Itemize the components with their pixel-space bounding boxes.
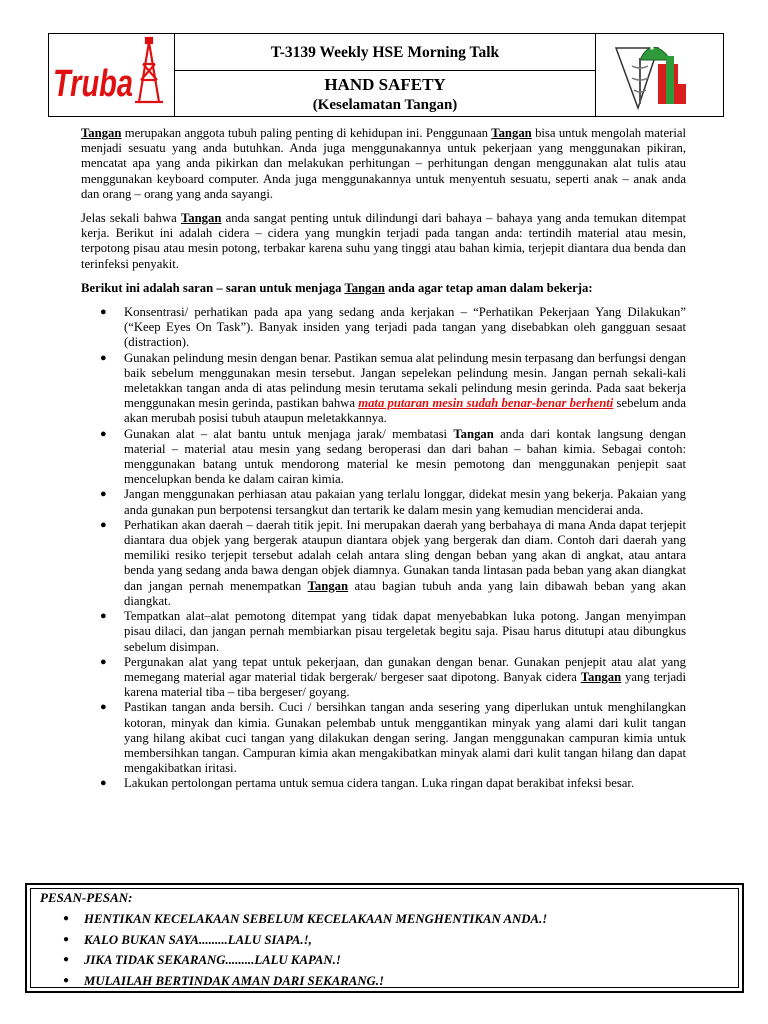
tip-text: Tempatkan alat–alat pemotong ditempat yang tidak dapat menyebabkan luka potong. Jangan menyimpan pisau dilaci, dan jangan pernah membiarkan pisau tergeletak begitu saja. Pisau harus ditutupi atau dibungkus sebelum disimpan. <box>124 609 686 654</box>
company-logo <box>49 34 173 114</box>
intro-paragraph-1 <box>81 126 686 202</box>
tip-text: Jangan menggunakan perhiasan atau pakaian yang terlalu longgar, didekat mesin yang bekerja. Pakaian yang anda gunakan pun berpotensi tersangkut dan tertarik ke dalam mesin yang kemudian menciderai anda. <box>124 487 686 517</box>
bullet-icon: ● <box>100 306 107 319</box>
tip-text: anda dari kontak langsung dengan material – material atau mesin yang sedang beroperasi dan dari bahan – bahan kimia. Sebagai contoh: menggunakan batang untuk mendorong material ke mesin pemotong dan menggunakan penjepit saat mencelupkan benda ke dalam cairan kimia. <box>124 426 686 487</box>
bullet-icon: ● <box>100 701 107 714</box>
list-item <box>81 427 686 488</box>
keyword-tangan: Tangan <box>580 669 622 684</box>
list-item <box>81 609 686 655</box>
messages-title: PESAN-PESAN: <box>40 890 133 905</box>
tip-text: Pastikan tangan anda bersih. Cuci / bersihkan tangan anda sesering yang diperlukan untuk menghilangkan kotoran, minyak dan kimia. Gunakan pelembab untuk menggantikan minyak yang alami dari kulit tangan yang hilang akibat cuci tangan yang dilakukan dengan sering. Jangan menggunakan campuran kimia untuk membersihkan tangan. Campuran kimia akan mengakibatkan minyak alami dari kulit tangan hilang dan dapat mengakibatkan iritasi. <box>124 700 686 776</box>
warning-highlight: mata putaran mesin sudah benar-benar berhenti <box>358 396 614 411</box>
list-item <box>81 776 686 791</box>
list-item <box>81 351 686 427</box>
message-item <box>63 950 547 971</box>
tip-text: Gunakan pelindung mesin dengan benar. Pastikan semua alat pelindung mesin terpasang dan berfungsi dengan baik sebelum menggunakan mesin tersebut. Jangan sepelekan pelindung mesin. Jangan pernah sekali-kali meletakkan tangan anda di atas pelindung mesin terutama sekali pelindung mesin gerinda. Pada saat bekerja menggunakan mesin gerinda, pastikan bahwa <box>124 350 686 411</box>
messages-list <box>63 909 547 991</box>
bullet-icon: ● <box>100 427 107 440</box>
message-text: MULAILAH BERTINDAK AMAN DARI SEKARANG.! <box>84 973 384 988</box>
logo-text: Truba <box>53 63 133 105</box>
list-item <box>81 518 686 609</box>
bullet-icon: ● <box>63 954 70 965</box>
bullet-icon: ● <box>100 610 107 623</box>
keyword-tangan: Tangan <box>81 126 122 140</box>
page-title: HAND SAFETY <box>324 75 446 94</box>
keyword-tangan: Tangan <box>344 280 385 295</box>
list-item <box>81 487 686 517</box>
tips-lead-heading <box>81 281 686 296</box>
paragraph-text: anda sangat penting untuk dilindungi dari bahaya – bahaya yang anda temukan ditempat kerja. Berikut ini adalah cidera – cidera yang mungkin terjadi pada tangan anda: tertindih material atau mesin, terpotong pisau atau mesin potong, terbakar karena suhu yang tinggi atau bahan kimia, terjepit diantara dua benda dan terinfeksi penyakit. <box>81 211 686 271</box>
keyword-tangan: Tangan <box>491 126 532 140</box>
article-body <box>81 126 686 792</box>
page-subtitle: (Keselamatan Tangan) <box>312 97 458 113</box>
lead-text: anda agar tetap aman dalam bekerja: <box>384 280 593 295</box>
tip-text: Gunakan alat – alat bantu untuk menjaga jarak/ membatasi <box>124 426 454 441</box>
tip-text: atau bagian tubuh anda yang lain dibawah beban yang akan diangkat. <box>124 578 686 608</box>
hse-emblem-icon <box>596 34 722 114</box>
intro-paragraph-2 <box>81 211 686 272</box>
paragraph-text: Jelas sekali bahwa <box>81 211 181 226</box>
message-item <box>63 930 547 951</box>
bullet-icon: ● <box>100 351 107 364</box>
oil-derrick-icon <box>135 38 163 102</box>
bullet-icon: ● <box>63 974 70 986</box>
doc-code-title: T-3139 Weekly HSE Morning Talk <box>175 34 595 71</box>
lead-text: Berikut ini adalah saran – saran untuk menjaga <box>81 280 345 295</box>
hse-emblem-cell <box>595 34 723 116</box>
safety-tips-list <box>81 305 686 792</box>
messages-box <box>25 883 744 993</box>
message-text: KALO BUKAN SAYA.........LALU SIAPA.!, <box>84 932 312 947</box>
title-cell <box>175 71 595 116</box>
tip-text: sebelum anda akan merubah posisi tubuh ataupun meletakkannya. <box>124 396 687 426</box>
tip-text: Pergunakan alat yang tepat untuk pekerjaan, dan gunakan dengan benar. Gunakan penjepit atau alat yang memegang material agar material tidak bergerak/ bergeser saat dipotong. Banyak cidera <box>124 654 686 684</box>
tip-text: Lakukan pertolongan pertama untuk semua cidera tangan. Luka ringan dapat berakibat infeksi besar. <box>124 776 635 791</box>
keyword-tangan: Tangan <box>307 578 349 593</box>
message-item <box>63 909 547 930</box>
message-text: HENTIKAN KECELAKAAN SEBELUM KECELAKAAN MENGHENTIKAN ANDA.! <box>84 912 548 926</box>
tip-text: yang terjadi karena material tiba – tiba bergeser/ goyang. <box>124 669 686 700</box>
bullet-icon: ● <box>63 933 70 945</box>
bullet-icon: ● <box>100 488 107 501</box>
message-item <box>63 971 547 992</box>
keyword-tangan: Tangan <box>180 211 222 226</box>
list-item <box>81 655 686 701</box>
bullet-icon: ● <box>100 777 107 790</box>
list-item <box>81 305 686 351</box>
paragraph-text: merupakan anggota tubuh paling penting di kehidupan ini. Penggunaan <box>121 126 492 140</box>
company-logo-cell <box>49 34 175 116</box>
list-item <box>81 700 686 776</box>
bullet-icon: ● <box>63 913 70 924</box>
message-text: JIKA TIDAK SEKARANG.........LALU KAPAN.! <box>84 953 341 967</box>
paragraph-text: bisa untuk mengolah material menjadi sesuatu yang anda butuhkan. Anda juga menggunakannya untuk pekerjaan yang menggunakan pikiran, mencatat apa yang anda pikirkan dan melakukan perhitungan – perhitungan dengan menggunakan alat tulis atau menggunakan keyboard computer. Anda juga menggunakannya untuk menyentuh sesuatu, seperti anak – anak anda dan orang – orang yang anda sayangi. <box>81 126 686 201</box>
tip-text: Konsentrasi/ perhatikan pada apa yang sedang anda kerjakan – “Perhatikan Pekerjaan Yang Dilakukan” (“Keep Eyes On Task”). Banyak insiden yang terjadi pada tangan yang disebabkan oleh gangguan sesaat (distraction). <box>124 305 686 350</box>
keyword-tangan: Tangan <box>453 426 494 441</box>
bullet-icon: ● <box>100 518 107 531</box>
bullet-icon: ● <box>100 655 107 668</box>
document-header <box>48 33 724 117</box>
tip-text: Perhatikan akan daerah – daerah titik jepit. Ini merupakan daerah yang berbahaya di mana Anda dapat terjepit diantara dua objek yang bergerak ataupun diantara objek yang bergerak dan diam. Contoh dari daerah yang memiliki resiko terjepit tersebut adalah celah antara sling dengan beban yang akan di angkat, atau antara benda yang sedang anda bawa dengan objek diamnya. Gunakan tanda lintasan pada beban yang akan diangkat dan jangan pernah menempatkan <box>124 517 686 593</box>
